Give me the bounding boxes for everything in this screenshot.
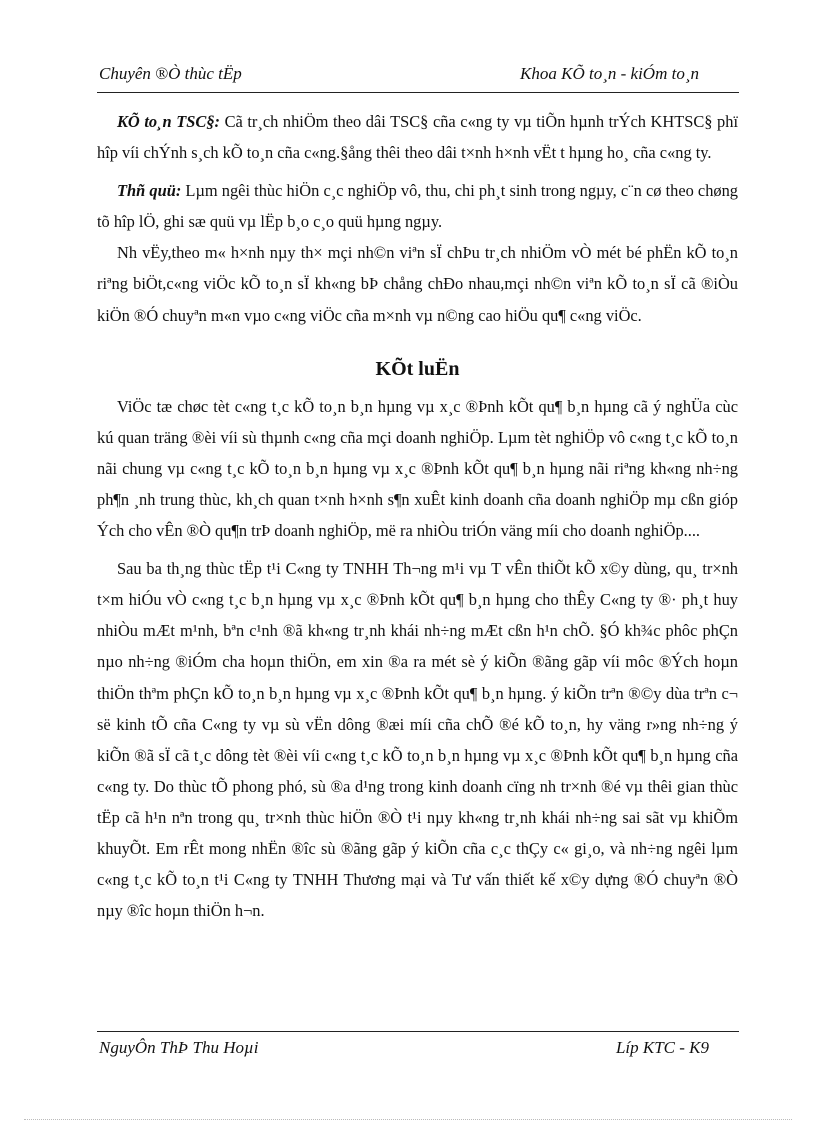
page-footer <box>97 1036 739 1066</box>
section-heading-conclusion: KÕt luËn <box>375 357 460 380</box>
footer-author: NguyÔn ThÞ Thu Hoµi <box>99 1038 259 1057</box>
document-body <box>97 106 738 926</box>
page-edge <box>24 1119 792 1120</box>
paragraph-thu-quy <box>97 175 738 237</box>
paragraph-tscd <box>97 106 738 168</box>
page-header <box>97 62 739 92</box>
paragraph-lead: KÕ to¸n TSC§: <box>117 112 220 131</box>
paragraph-text: Cã tr¸ch nhiÖm theo dâi TSC§ cña c«ng ty vµ tiÕn hµnh trÝch KHTSC§ phï hîp víi chÝnh s¸ch kÕ to¸n cña c«ng.§ång thêi theo dâi t×nh h×nh vËt t hµng ho¸ cña c«ng ty. <box>97 112 738 163</box>
header-report-title: Chuyên ®Ò thùc tËp <box>99 64 242 83</box>
footer-divider <box>97 1031 739 1032</box>
header-divider <box>97 92 739 93</box>
paragraph-conclusion-1: ViÖc tæ chøc tèt c«ng t¸c kÕ to¸n b¸n hµng vµ x¸c ®Þnh kÕt qu¶ b¸n hµng cã ý nghÜa cùc kú quan träng ®èi víi sù thµnh c«ng cña mçi doanh nghiÖp. Lµm tèt nghiÖp vô c«ng t¸c kÕ to¸n nãi chung vµ c«ng t¸c kÕ to¸n b¸n hµng vµ x¸c ®Þnh kÕt qu¶ b¸n hµng nãi riªng kh«ng nh÷ng ph¶n ¸nh trung thùc, kh¸ch quan t×nh h×nh s¶n xuÊt kinh doanh cña doanh nghiÖp mµ cßn gióp Ých cho vÊn ®Ò qu¶n trÞ doanh nghiÖp, më ra nhiÒu triÓn väng míi cho doanh nghiÖp.... <box>97 396 738 541</box>
paragraph-conclusion-2: Sau ba th¸ng thùc tËp t¹i C«ng ty TNHH Th¬ng m¹i vµ T vÊn thiÕt kÕ x©y dùng, qu¸ tr×nh t×m hiÓu vÒ c«ng t¸c b¸n hµng vµ x¸c ®Þnh kÕt qu¶ b¸n hµng cho thÊy C«ng ty ®· ph¸t huy nhiÒu mÆt m¹nh, bªn c¹nh ®ã kh«ng tr¸nh khái nh÷ng mÆt cßn h¹n chÕ. §Ó kh¾c phôc phÇn nµo nh÷ng ®iÓm cha hoµn thiÖn, em xin ®a ra mét sè ý kiÕn ®ãng gãp víi môc ®Ých hoµn thiÖn thªm phÇn kÕ to¸n b¸n hµng vµ x¸c ®Þnh kÕt qu¶ b¸n hµng. ý kiÕn trªn ®©y dùa trªn c¬ së kinh tÕ cña C«ng ty vµ sù vËn dông ®æi míi cña chÕ ®é kÕ to¸n, hy väng r»ng nh÷ng ý kiÕn ®ã sÏ cã t¸c dông tèt ®èi víi c«ng t¸c kÕ to¸n b¸n hµng vµ x¸c ®Þnh kÕt qu¶ b¸n hµng cña c«ng ty. Do thùc tÕ phong phó, sù ®a d¹ng trong kinh doanh cïng nh tr×nh ®é vµ thêi gian thùc tËp cã h¹n nªn trong qu¸ tr×nh thùc hiÖn ®Ò t¹i nµy kh«ng tr¸nh khái nh÷ng sai sãt vµ khiÕm khuyÕt. Em rÊt mong nhËn ®îc sù ®ãng gãp ý kiÕn cña c¸c thÇy c« gi¸o, và nh÷ng ngêi lµm c«ng t¸c kÕ to¸n t¹i C«ng ty TNHH Thương mại và Tư vấn thiết kế x©y dựng ®Ó chuyªn ®Ò nµy ®îc hoµn thiÖn h¬n. <box>97 559 738 921</box>
paragraph-summary: Nh vËy,theo m« h×nh nµy th× mçi nh©n viªn sÏ chÞu tr¸ch nhiÖm vÒ mét bé phËn kÕ to¸n riªng biÖt,c«ng viÖc kÕ to¸n sÏ kh«ng bÞ chång chÐo nhau,mçi nh©n viªn kÕ to¸n sÏ cã ®iÒu kiÖn ®Ó chuyªn m«n vµo c«ng viÖc cña m×nh vµ n©ng cao hiÖu qu¶ c«ng viÖc. <box>97 243 738 325</box>
paragraph-lead: Thñ quü: <box>117 181 182 201</box>
footer-class: Líp KTC - K9 <box>615 1038 709 1057</box>
header-faculty: Khoa KÕ to¸n - kiÓm to¸n <box>520 64 699 83</box>
paragraph-text: Lµm ngêi thùc hiÖn c¸c nghiÖp vô, thu, chi ph¸t sinh trong ngµy, c¨n cø theo chøng tõ hîp lÖ, ghi sæ quü vµ lËp b¸o c¸o quü hµng ngµy. <box>97 181 738 232</box>
